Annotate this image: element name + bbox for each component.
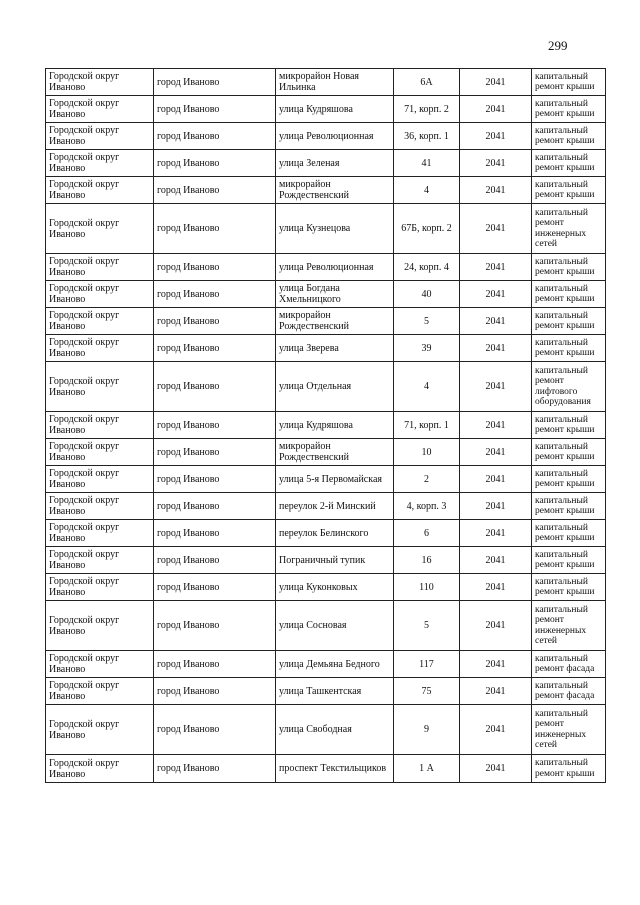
city-cell: город Иваново (154, 69, 276, 96)
house-number-cell: 75 (394, 678, 460, 705)
street-cell: улица Богдана Хмельницкого (276, 281, 394, 308)
year-cell: 2041 (460, 651, 532, 678)
table-row (46, 204, 606, 254)
table-row (46, 308, 606, 335)
okrug-cell: Городской округ Иваново (46, 150, 154, 177)
year-cell: 2041 (460, 493, 532, 520)
work-type-cell: капитальный ремонт крыши (532, 150, 606, 177)
house-number-cell: 2 (394, 466, 460, 493)
city-cell: город Иваново (154, 678, 276, 705)
table-row (46, 412, 606, 439)
okrug-cell: Городской округ Иваново (46, 96, 154, 123)
work-type-cell: капитальный ремонт крыши (532, 412, 606, 439)
work-type-cell: капитальный ремонт крыши (532, 493, 606, 520)
work-type-cell: капитальный ремонт крыши (532, 335, 606, 362)
street-cell: проспект Текстильщиков (276, 755, 394, 783)
okrug-cell: Городской округ Иваново (46, 493, 154, 520)
table-row (46, 96, 606, 123)
work-type-cell: капитальный ремонт инженерных сетей (532, 601, 606, 651)
table-row (46, 466, 606, 493)
street-cell: микрорайон Рождественский (276, 308, 394, 335)
year-cell: 2041 (460, 466, 532, 493)
year-cell: 2041 (460, 335, 532, 362)
year-cell: 2041 (460, 150, 532, 177)
okrug-cell: Городской округ Иваново (46, 281, 154, 308)
house-number-cell: 71, корп. 2 (394, 96, 460, 123)
table-row (46, 651, 606, 678)
house-number-cell: 6 (394, 520, 460, 547)
okrug-cell: Городской округ Иваново (46, 439, 154, 466)
house-number-cell: 40 (394, 281, 460, 308)
okrug-cell: Городской округ Иваново (46, 254, 154, 281)
okrug-cell: Городской округ Иваново (46, 412, 154, 439)
year-cell: 2041 (460, 69, 532, 96)
street-cell: микрорайон Рождественский (276, 177, 394, 204)
street-cell: улица Революционная (276, 254, 394, 281)
work-type-cell: капитальный ремонт крыши (532, 755, 606, 783)
year-cell: 2041 (460, 412, 532, 439)
table-row (46, 281, 606, 308)
table-row (46, 547, 606, 574)
street-cell: улица Ташкентская (276, 678, 394, 705)
okrug-cell: Городской округ Иваново (46, 335, 154, 362)
city-cell: город Иваново (154, 335, 276, 362)
work-type-cell: капитальный ремонт крыши (532, 123, 606, 150)
okrug-cell: Городской округ Иваново (46, 308, 154, 335)
street-cell: микрорайон Рождественский (276, 439, 394, 466)
year-cell: 2041 (460, 601, 532, 651)
work-type-cell: капитальный ремонт крыши (532, 466, 606, 493)
city-cell: город Иваново (154, 466, 276, 493)
table-row (46, 493, 606, 520)
table-row (46, 177, 606, 204)
work-type-cell: капитальный ремонт крыши (532, 574, 606, 601)
year-cell: 2041 (460, 281, 532, 308)
okrug-cell: Городской округ Иваново (46, 123, 154, 150)
year-cell: 2041 (460, 547, 532, 574)
work-type-cell: капитальный ремонт крыши (532, 547, 606, 574)
okrug-cell: Городской округ Иваново (46, 466, 154, 493)
table-row (46, 705, 606, 755)
house-number-cell: 1 А (394, 755, 460, 783)
street-cell: улица Сосновая (276, 601, 394, 651)
city-cell: город Иваново (154, 651, 276, 678)
okrug-cell: Городской округ Иваново (46, 69, 154, 96)
work-type-cell: капитальный ремонт крыши (532, 69, 606, 96)
city-cell: город Иваново (154, 493, 276, 520)
city-cell: город Иваново (154, 308, 276, 335)
house-number-cell: 110 (394, 574, 460, 601)
street-cell: Пограничный тупик (276, 547, 394, 574)
year-cell: 2041 (460, 204, 532, 254)
work-type-cell: капитальный ремонт инженерных сетей (532, 204, 606, 254)
street-cell: улица Куконковых (276, 574, 394, 601)
repair-schedule-table (45, 68, 606, 783)
table-row (46, 150, 606, 177)
city-cell: город Иваново (154, 254, 276, 281)
table-body (46, 69, 606, 783)
okrug-cell: Городской округ Иваново (46, 547, 154, 574)
okrug-cell: Городской округ Иваново (46, 601, 154, 651)
house-number-cell: 16 (394, 547, 460, 574)
city-cell: город Иваново (154, 520, 276, 547)
house-number-cell: 24, корп. 4 (394, 254, 460, 281)
house-number-cell: 39 (394, 335, 460, 362)
year-cell: 2041 (460, 439, 532, 466)
table-row (46, 69, 606, 96)
house-number-cell: 36, корп. 1 (394, 123, 460, 150)
house-number-cell: 71, корп. 1 (394, 412, 460, 439)
year-cell: 2041 (460, 574, 532, 601)
work-type-cell: капитальный ремонт крыши (532, 96, 606, 123)
street-cell: улица Демьяна Бедного (276, 651, 394, 678)
house-number-cell: 5 (394, 601, 460, 651)
house-number-cell: 5 (394, 308, 460, 335)
work-type-cell: капитальный ремонт лифтового оборудования (532, 362, 606, 412)
city-cell: город Иваново (154, 150, 276, 177)
table-row (46, 678, 606, 705)
house-number-cell: 6А (394, 69, 460, 96)
city-cell: город Иваново (154, 439, 276, 466)
city-cell: город Иваново (154, 601, 276, 651)
okrug-cell: Городской округ Иваново (46, 204, 154, 254)
okrug-cell: Городской округ Иваново (46, 651, 154, 678)
work-type-cell: капитальный ремонт крыши (532, 177, 606, 204)
page-number: 299 (548, 38, 568, 53)
work-type-cell: капитальный ремонт крыши (532, 254, 606, 281)
street-cell: улица Революционная (276, 123, 394, 150)
okrug-cell: Городской округ Иваново (46, 574, 154, 601)
city-cell: город Иваново (154, 204, 276, 254)
year-cell: 2041 (460, 755, 532, 783)
okrug-cell: Городской округ Иваново (46, 177, 154, 204)
okrug-cell: Городской округ Иваново (46, 362, 154, 412)
street-cell: улица Свободная (276, 705, 394, 755)
year-cell: 2041 (460, 308, 532, 335)
work-type-cell: капитальный ремонт фасада (532, 678, 606, 705)
city-cell: город Иваново (154, 177, 276, 204)
table-row (46, 362, 606, 412)
table-row (46, 335, 606, 362)
city-cell: город Иваново (154, 412, 276, 439)
year-cell: 2041 (460, 123, 532, 150)
city-cell: город Иваново (154, 705, 276, 755)
house-number-cell: 67Б, корп. 2 (394, 204, 460, 254)
city-cell: город Иваново (154, 362, 276, 412)
street-cell: улица Отдельная (276, 362, 394, 412)
table-row (46, 254, 606, 281)
house-number-cell: 41 (394, 150, 460, 177)
year-cell: 2041 (460, 177, 532, 204)
street-cell: микрорайон Новая Ильинка (276, 69, 394, 96)
work-type-cell: капитальный ремонт фасада (532, 651, 606, 678)
work-type-cell: капитальный ремонт крыши (532, 520, 606, 547)
city-cell: город Иваново (154, 755, 276, 783)
okrug-cell: Городской округ Иваново (46, 755, 154, 783)
street-cell: улица Кудряшова (276, 96, 394, 123)
work-type-cell: капитальный ремонт крыши (532, 308, 606, 335)
city-cell: город Иваново (154, 281, 276, 308)
okrug-cell: Городской округ Иваново (46, 520, 154, 547)
house-number-cell: 4, корп. 3 (394, 493, 460, 520)
okrug-cell: Городской округ Иваново (46, 678, 154, 705)
table-row (46, 439, 606, 466)
city-cell: город Иваново (154, 123, 276, 150)
street-cell: улица Кудряшова (276, 412, 394, 439)
year-cell: 2041 (460, 678, 532, 705)
street-cell: улица Кузнецова (276, 204, 394, 254)
work-type-cell: капитальный ремонт крыши (532, 281, 606, 308)
city-cell: город Иваново (154, 547, 276, 574)
city-cell: город Иваново (154, 574, 276, 601)
year-cell: 2041 (460, 254, 532, 281)
house-number-cell: 4 (394, 177, 460, 204)
house-number-cell: 10 (394, 439, 460, 466)
house-number-cell: 9 (394, 705, 460, 755)
year-cell: 2041 (460, 520, 532, 547)
street-cell: улица Зеленая (276, 150, 394, 177)
table-row (46, 601, 606, 651)
street-cell: переулок Белинского (276, 520, 394, 547)
house-number-cell: 117 (394, 651, 460, 678)
okrug-cell: Городской округ Иваново (46, 705, 154, 755)
year-cell: 2041 (460, 362, 532, 412)
year-cell: 2041 (460, 96, 532, 123)
table-row (46, 755, 606, 783)
work-type-cell: капитальный ремонт крыши (532, 439, 606, 466)
table-row (46, 574, 606, 601)
work-type-cell: капитальный ремонт инженерных сетей (532, 705, 606, 755)
table-row (46, 520, 606, 547)
street-cell: переулок 2-й Минский (276, 493, 394, 520)
house-number-cell: 4 (394, 362, 460, 412)
year-cell: 2041 (460, 705, 532, 755)
table-row (46, 123, 606, 150)
street-cell: улица 5-я Первомайская (276, 466, 394, 493)
city-cell: город Иваново (154, 96, 276, 123)
street-cell: улица Зверева (276, 335, 394, 362)
